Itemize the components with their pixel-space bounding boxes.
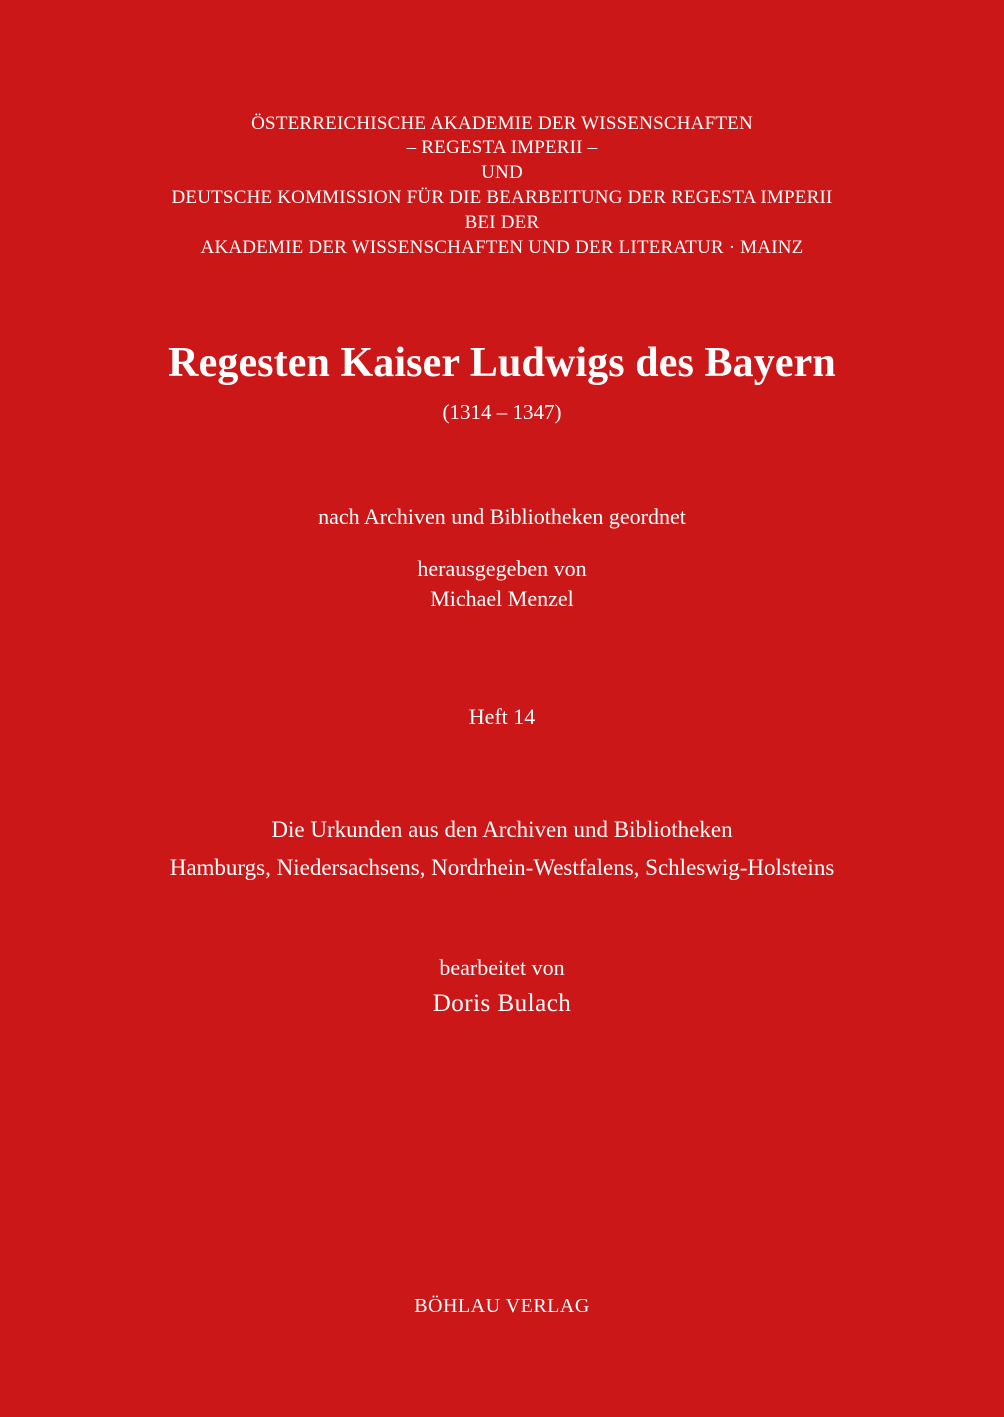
institution-line-2: – REGESTA IMPERII – xyxy=(406,137,598,158)
compiler-name: Doris Bulach xyxy=(432,990,572,1017)
volume-number: Heft 14 xyxy=(468,704,536,729)
book-title: Regesten Kaiser Ludwigs des Bayern xyxy=(168,340,836,386)
institution-line-1: ÖSTERREICHISCHE AKADEMIE DER WISSENSCHAFTEN xyxy=(251,113,753,134)
arrangement-note: nach Archiven und Bibliotheken geordnet xyxy=(318,504,686,529)
subtitle-line-1: Die Urkunden aus den Archiven und Bibliotheken xyxy=(271,817,733,842)
institution-line-4: DEUTSCHE KOMMISSION FÜR DIE BEARBEITUNG DER REGESTA IMPERII xyxy=(171,187,833,208)
subtitle-line-2: Hamburgs, Niedersachsens, Nordrhein-Westfalens, Schleswig-Holsteins xyxy=(169,855,835,880)
institution-line-5: BEI DER xyxy=(464,212,540,233)
publisher-name: BÖHLAU VERLAG xyxy=(414,1295,590,1317)
compiler-label: bearbeitet von xyxy=(439,955,565,980)
reign-dates: (1314 – 1347) xyxy=(442,400,562,424)
editor-name: Michael Menzel xyxy=(430,586,574,611)
editor-label: herausgegeben von xyxy=(417,556,587,581)
institution-line-3: UND xyxy=(481,162,523,183)
institution-line-6: AKADEMIE DER WISSENSCHAFTEN UND DER LITERATUR · MAINZ xyxy=(200,237,804,258)
